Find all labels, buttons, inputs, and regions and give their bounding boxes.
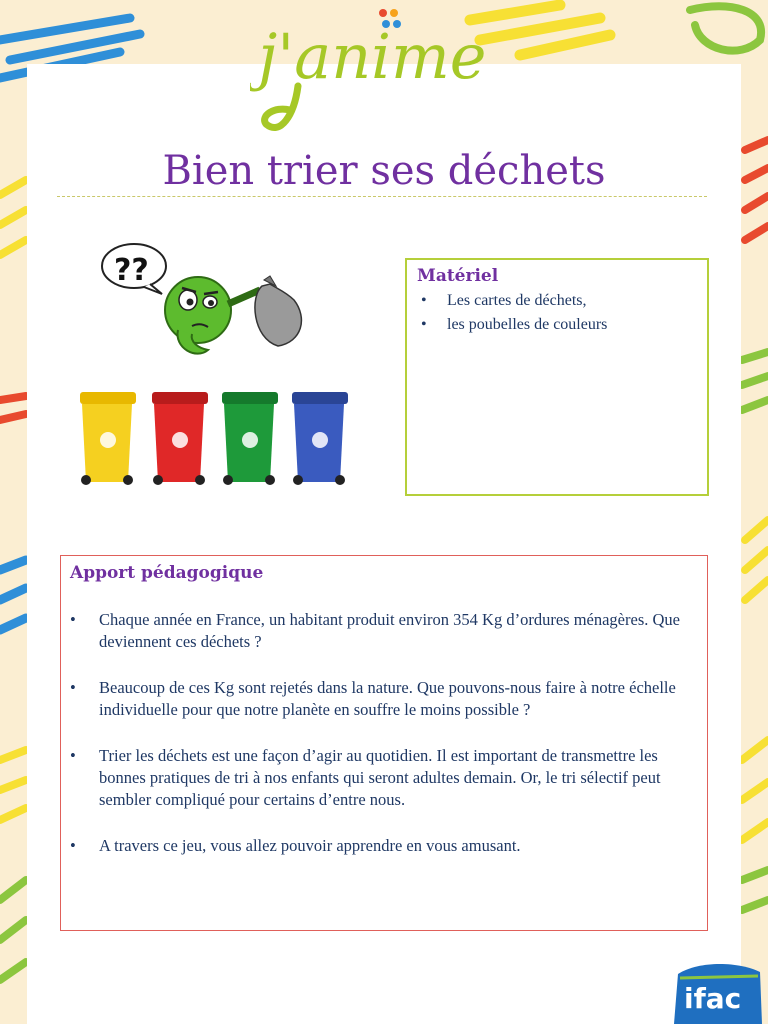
yellow-bin (80, 392, 136, 485)
materiel-item-text: les poubelles de couleurs (447, 316, 608, 333)
materiel-item-text: Les cartes de déchets, (447, 292, 587, 309)
red-bin (152, 392, 208, 485)
recycling-bins-illustration (74, 392, 354, 490)
green-bin (222, 392, 278, 485)
question-marks: ?? (114, 253, 149, 288)
confused-character-illustration (100, 238, 310, 368)
title-divider (57, 196, 707, 197)
apport-item-text: A travers ce jeu, vous allez pouvoir apprendre en vous amusant. (99, 836, 521, 855)
apport-item-text: Trier les déchets est une façon d’agir au quotidien. Il est important de transmettre les bonnes pratiques de tri à nos enfants qui seront adultes demain. Or, le tri sélectif peut sembler compliqué pour certains d’entre nous. (99, 746, 661, 809)
list-item: • Beaucoup de ces Kg sont rejetés dans la nature. Que pouvons-nous faire à notre échelle individuelle pour que notre planète en souffre le moins possible ? (70, 678, 676, 719)
janime-logo (250, 6, 520, 146)
list-item: • A travers ce jeu, vous allez pouvoir apprendre en vous amusant. (70, 836, 521, 855)
list-item: • Les cartes de déchets, (421, 292, 587, 309)
blue-bin (292, 392, 348, 485)
materiel-list (417, 289, 697, 337)
apport-title: Apport pédagogique (70, 563, 264, 583)
page-title: Bien trier ses déchets (162, 148, 606, 194)
janime-logo-text: j'anime (258, 20, 487, 93)
ifac-logo (670, 960, 764, 1024)
list-item: • Chaque année en France, un habitant produit environ 354 Kg d’ordures ménagères. Que deviennent ces déchets ? (70, 610, 680, 651)
apport-pedagogique-box (60, 555, 708, 931)
materiel-title: Matériel (417, 266, 499, 286)
apport-item-text: Chaque année en France, un habitant produit environ 354 Kg d’ordures ménagères. Que deviennent ces déchets ? (99, 610, 680, 651)
list-item: • Trier les déchets est une façon d’agir au quotidien. Il est important de transmettre les bonnes pratiques de tri à nos enfants qui seront adultes demain. Or, le tri sélectif peut sembler compliqué pour certains d’entre nous. (70, 746, 661, 809)
apport-item-text: Beaucoup de ces Kg sont rejetés dans la nature. Que pouvons-nous faire à notre échelle individuelle pour que notre planète en souffre le moins possible ? (99, 678, 676, 719)
list-item: • les poubelles de couleurs (421, 316, 608, 333)
materiel-box (405, 258, 709, 496)
ifac-logo-text: ifac (684, 982, 742, 1015)
apport-list (70, 609, 698, 857)
